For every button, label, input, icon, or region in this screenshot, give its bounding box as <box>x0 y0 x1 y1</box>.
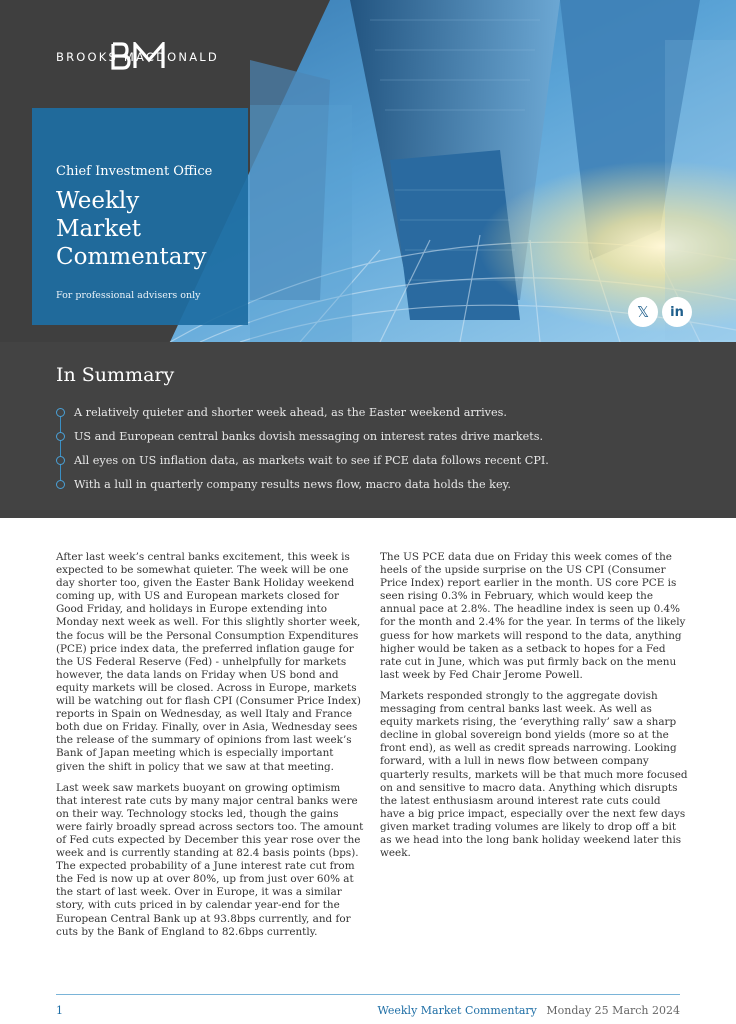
body-paragraph: After last week’s central banks excitement, this week is expected to be somewhat quieter. The week will be one day shorter too, given the Easter Bank Holiday weekend coming up, with US and European markets closed for Good Friday, and holidays in Europe extending into Monday next week as well. For this slightly shorter week, the focus will be the Personal Consumption Expenditures (PCE) price index data, the preferred inflation gauge for the US Federal Reserve (Fed) - unhelpfully for markets however, the data lands on Friday when US bond and equity markets will be closed. Across in Europe, markets will be watching out for flash CPI (Consumer Price Index) reports in Spain on Wednesday, as well Italy and France both due on Friday. Finally, over in Asia, Wednesday sees the release of the summary of opinions from last week’s Bank of Japan meeting which is especially important given the shift in policy that we saw at that meeting. <box>56 551 361 773</box>
summary-item <box>56 428 686 452</box>
title-line: Commentary <box>56 244 207 270</box>
bullet-circle-icon <box>56 432 65 441</box>
summary-item <box>56 404 686 428</box>
bullet-circle-icon <box>56 480 65 489</box>
footer-title: Weekly Market Commentary <box>377 1004 537 1017</box>
body-column-left <box>56 551 364 947</box>
footer-info <box>377 1004 680 1017</box>
brand-name: BROOKS MACDONALD <box>56 50 219 64</box>
linkedin-icon[interactable]: in <box>662 297 692 327</box>
x-icon[interactable]: 𝕏 <box>628 297 658 327</box>
hero-title-block <box>56 164 256 271</box>
body-column-right <box>380 551 688 868</box>
report-title <box>56 187 256 271</box>
body-paragraph: The US PCE data due on Friday this week comes of the heels of the upside surprise on the US CPI (Consumer Price Index) report earlier in the month. US core PCE is seen rising 0.3% in February, which would keep the annual pace at 2.8%. The headline index is seen up 0.4% for the month and 2.4% for the year. In terms of the likely guess for how markets will respond to the data, anything higher would be taken as a setback to hopes for a Fed rate cut in June, which was put firmly back on the menu last week by Fed Chair Jerome Powell. <box>380 551 686 681</box>
bm-logo-mark-icon <box>111 42 167 70</box>
office-kicker: Chief Investment Office <box>56 164 213 179</box>
summary-item <box>56 452 686 476</box>
summary-heading: In Summary <box>56 364 175 386</box>
body-paragraph: Last week saw markets buoyant on growing optimism that interest rate cuts by many major central banks were on their way. Technology stocks led, though the gains were fairly broadly spread across sectors too. The amount of Fed cuts expected by December this year rose over the week and is currently standing at 82.4 basis points (bps). The expected probability of a June interest rate cut from the Fed is now up at over 80%, up from just over 60% at the start of last week. Over in Europe, it was a similar story, with cuts priced in by calendar year-end for the European Central Bank up at 93.8bps currently, and for cuts by the Bank of England to 82.6bps currently. <box>56 781 364 938</box>
footer-divider <box>56 994 680 995</box>
page-number: 1 <box>56 1004 63 1017</box>
summary-item-text: A relatively quieter and shorter week ahead, as the Easter weekend arrives. <box>74 406 507 419</box>
summary-item-text: US and European central banks dovish messaging on interest rates drive markets. <box>74 430 544 443</box>
footer-date: Monday 25 March 2024 <box>546 1004 680 1017</box>
audience-disclaimer: For professional advisers only <box>56 290 201 301</box>
summary-list <box>56 404 686 500</box>
bullet-circle-icon <box>56 456 65 465</box>
summary-item <box>56 476 686 500</box>
summary-item-text: All eyes on US inflation data, as markets wait to see if PCE data follows recent CPI. <box>74 454 549 467</box>
summary-section <box>0 342 736 518</box>
body-paragraph: Markets responded strongly to the aggregate dovish messaging from central banks last week. As well as equity markets rising, the ‘everything rally’ saw a sharp decline in global sovereign bond yields (more so at the front end), as well as credit spreads narrowing. Looking forward, with a lull in news flow between company quarterly results, markets will be that much more focused on and sensitive to macro data. Anything which disrupts the latest enthusiasm around interest rate cuts could have a big price impact, especially over the next few days given market trading volumes are likely to drop off a bit as we head into the long bank holiday weekend later this week. <box>380 689 688 860</box>
title-line: Market <box>56 216 142 242</box>
bullet-circle-icon <box>56 408 65 417</box>
title-line: Weekly <box>56 188 140 214</box>
summary-item-text: With a lull in quarterly company results news flow, macro data holds the key. <box>74 478 511 491</box>
brooks-macdonald-logo[interactable] <box>56 42 226 64</box>
hero-banner <box>0 0 736 342</box>
